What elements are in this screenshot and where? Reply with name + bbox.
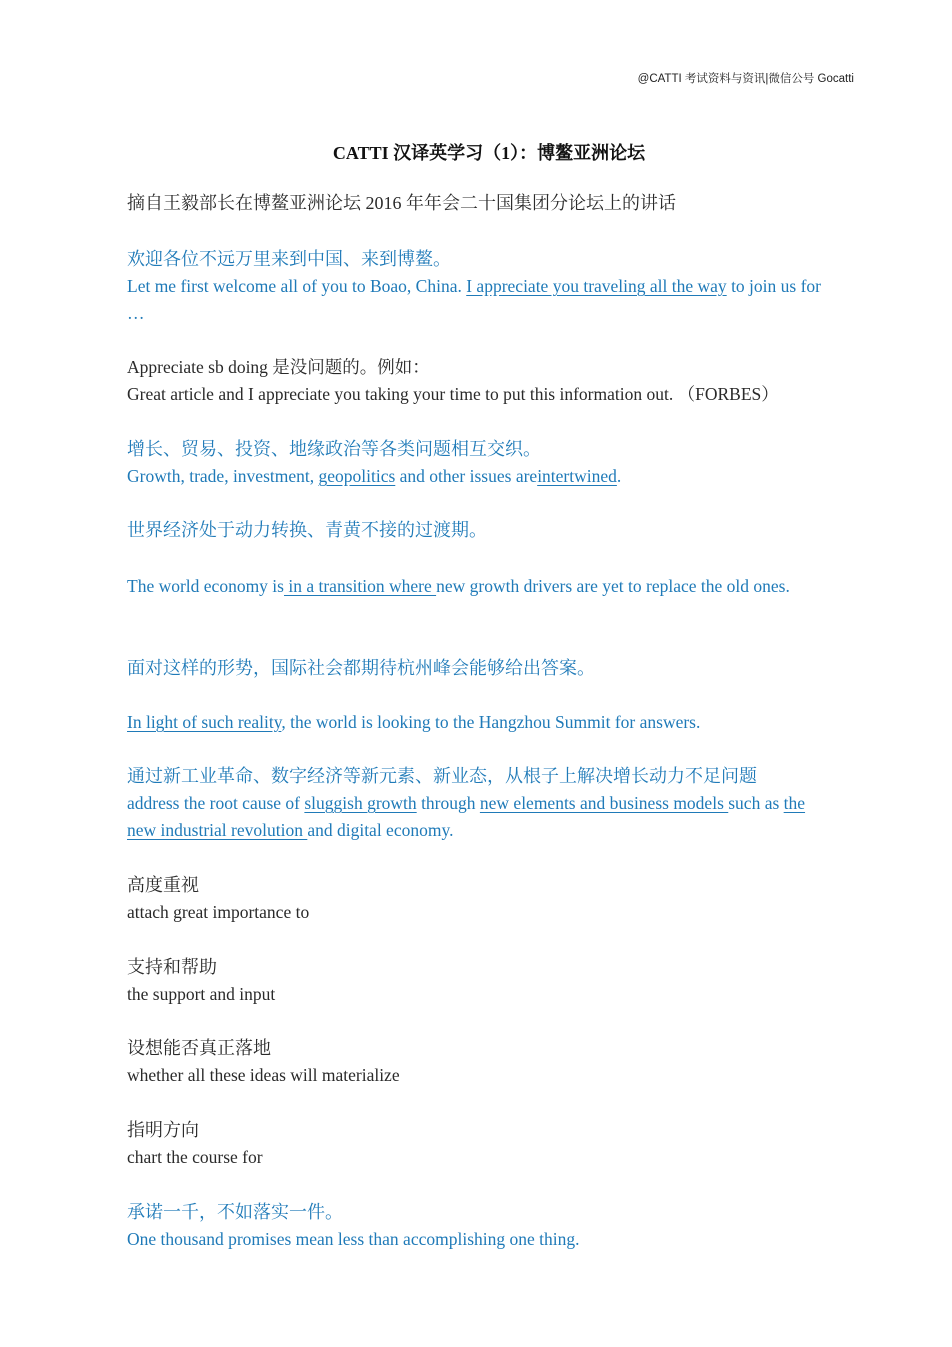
root-cause-en-underline-3: the new industrial revolution bbox=[127, 793, 806, 840]
growth-en-a: Growth, trade, investment, bbox=[127, 466, 319, 486]
intro-text: 摘自王毅部长在博鳌亚洲论坛 2016 年年会二十国集团分论坛上的讲话 bbox=[127, 193, 676, 213]
paragraph-transition-zh: 世界经济处于动力转换、青黄不接的过渡期。 bbox=[127, 520, 487, 540]
paragraph-situation-zh: 面对这样的形势，国际社会都期待杭州峰会能够给出答案。 bbox=[127, 658, 595, 678]
root-cause-en-underline-1: sluggish growth bbox=[304, 793, 417, 813]
term-course-zh: 指明方向 bbox=[127, 1120, 199, 1140]
appreciate-line-1: Appreciate sb doing 是没问题的。例如： bbox=[127, 357, 430, 377]
root-cause-en-b: through bbox=[416, 793, 480, 813]
welcome-en-b: to join us for … bbox=[127, 276, 821, 323]
term-importance-zh: 高度重视 bbox=[127, 875, 199, 895]
paragraph-transition-en bbox=[127, 573, 827, 600]
term-course-en: chart the course for bbox=[127, 1147, 263, 1167]
growth-zh: 增长、贸易、投资、地缘政治等各类问题相互交织。 bbox=[127, 439, 541, 459]
transition-en-b: new growth drivers are yet to replace the old ones. bbox=[436, 576, 790, 596]
growth-en-b: and other issues are bbox=[395, 466, 538, 486]
transition-en-underline: in a transition where bbox=[283, 576, 437, 596]
paragraph-appreciate-note bbox=[127, 354, 827, 408]
welcome-zh: 欢迎各位不远万里来到中国、来到博鳌。 bbox=[127, 249, 451, 269]
paragraph-root-cause bbox=[127, 763, 827, 844]
term-support-zh: 支持和帮助 bbox=[127, 957, 217, 977]
appreciate-line-2: Great article and I appreciate you taking your time to put this information out. （FORBES） bbox=[127, 384, 779, 404]
welcome-en-a: Let me first welcome all of you to Boao, China. bbox=[127, 276, 467, 296]
root-cause-en-c: such as bbox=[728, 793, 784, 813]
term-importance-en: attach great importance to bbox=[127, 902, 310, 922]
promises-zh: 承诺一千，不如落实一件。 bbox=[127, 1202, 343, 1222]
paragraph-situation-en bbox=[127, 709, 827, 736]
growth-en-underline-1: geopolitics bbox=[318, 466, 396, 486]
term-course bbox=[127, 1117, 827, 1171]
situation-en-b: , the world is looking to the Hangzhou Summit for answers. bbox=[281, 712, 701, 732]
root-cause-en-a: address the root cause of bbox=[127, 793, 305, 813]
paragraph-growth bbox=[127, 436, 827, 490]
root-cause-zh: 通过新工业革命、数字经济等新元素、新业态，从根子上解决增长动力不足问题 bbox=[127, 766, 757, 786]
term-importance bbox=[127, 872, 827, 926]
paragraph-promises bbox=[127, 1199, 827, 1253]
welcome-en-underline: I appreciate you traveling all the way bbox=[466, 276, 727, 296]
watermark: @CATTI 考试资料与资讯|微信公号 Gocatti bbox=[637, 73, 854, 85]
root-cause-en-d: and digital economy. bbox=[307, 820, 454, 840]
growth-en-underline-2: intertwined bbox=[537, 466, 617, 486]
term-materialize-zh: 设想能否真正落地 bbox=[127, 1038, 271, 1058]
transition-en-a: The world economy is bbox=[127, 576, 284, 596]
term-support-en: the support and input bbox=[127, 984, 276, 1004]
term-support bbox=[127, 954, 827, 1008]
promises-en: One thousand promises mean less than accomplishing one thing. bbox=[127, 1229, 580, 1249]
paragraph-welcome bbox=[127, 246, 827, 327]
growth-en-c: . bbox=[616, 466, 622, 486]
term-materialize-en: whether all these ideas will materialize bbox=[127, 1065, 400, 1085]
situation-en-underline: In light of such reality bbox=[127, 712, 282, 732]
document-title: CATTI 汉译英学习（1）：博鳌亚洲论坛 bbox=[332, 143, 646, 163]
term-materialize bbox=[127, 1035, 827, 1089]
root-cause-en-underline-2: new elements and business models bbox=[479, 793, 729, 813]
